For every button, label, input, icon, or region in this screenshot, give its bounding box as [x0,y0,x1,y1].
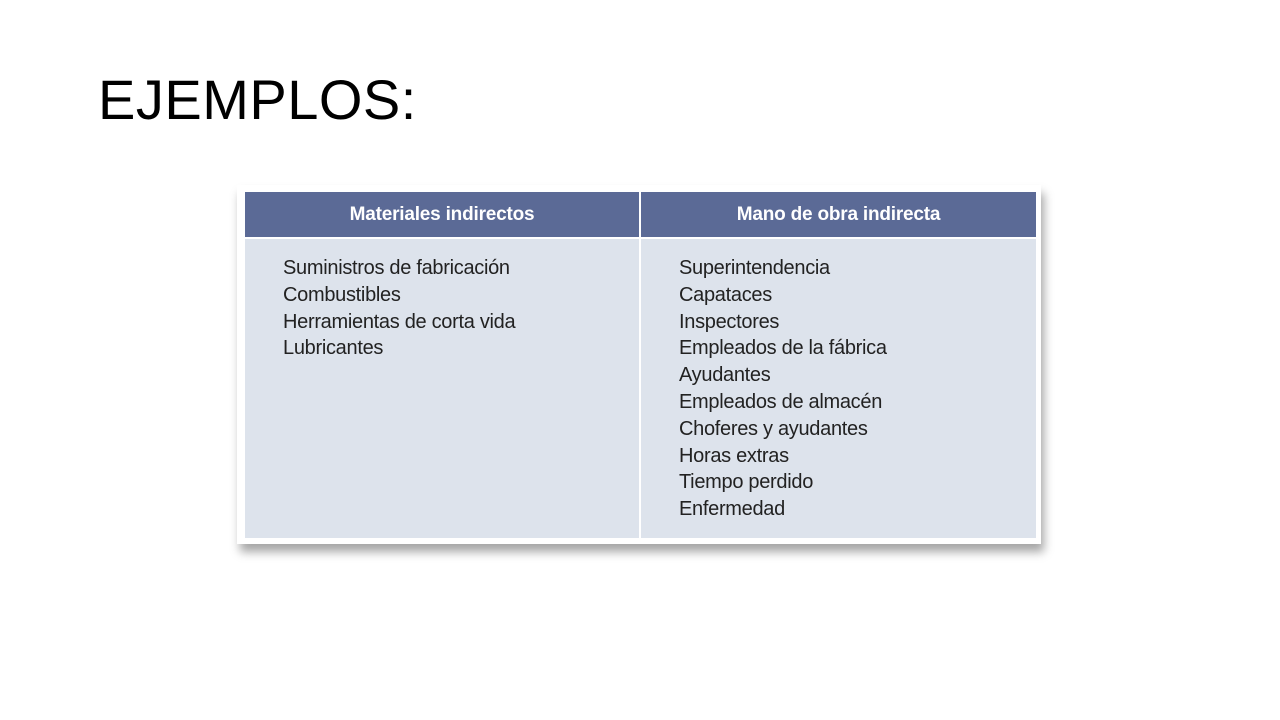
list-item: Tiempo perdido [679,471,814,494]
column-header-mano-de-obra-indirecta: Mano de obra indirecta [641,192,1036,237]
list-item: Inspectores [679,310,780,333]
list-item: Capataces [679,283,772,306]
column-body-mano-de-obra-indirecta [641,239,1036,538]
column-body-materiales-indirectos [245,239,639,538]
examples-table [245,192,1036,538]
list-item: Herramientas de corta vida [283,310,516,333]
list-item: Horas extras [679,444,789,467]
examples-table-image [237,185,1041,544]
slide-title: EJEMPLOS: [98,68,417,131]
list-item: Empleados de la fábrica [679,337,887,360]
list-item: Ayudantes [679,364,771,387]
list-item: Enfermedad [679,498,785,521]
list-item: Empleados de almacén [679,390,883,413]
list-item: Combustibles [283,283,401,306]
list-item: Lubricantes [283,337,384,360]
list-item: Suministros de fabricación [283,257,510,279]
column-header-materiales-indirectos: Materiales indirectos [245,192,639,237]
list-item: Superintendencia [679,257,830,279]
list-item: Choferes y ayudantes [679,417,868,440]
